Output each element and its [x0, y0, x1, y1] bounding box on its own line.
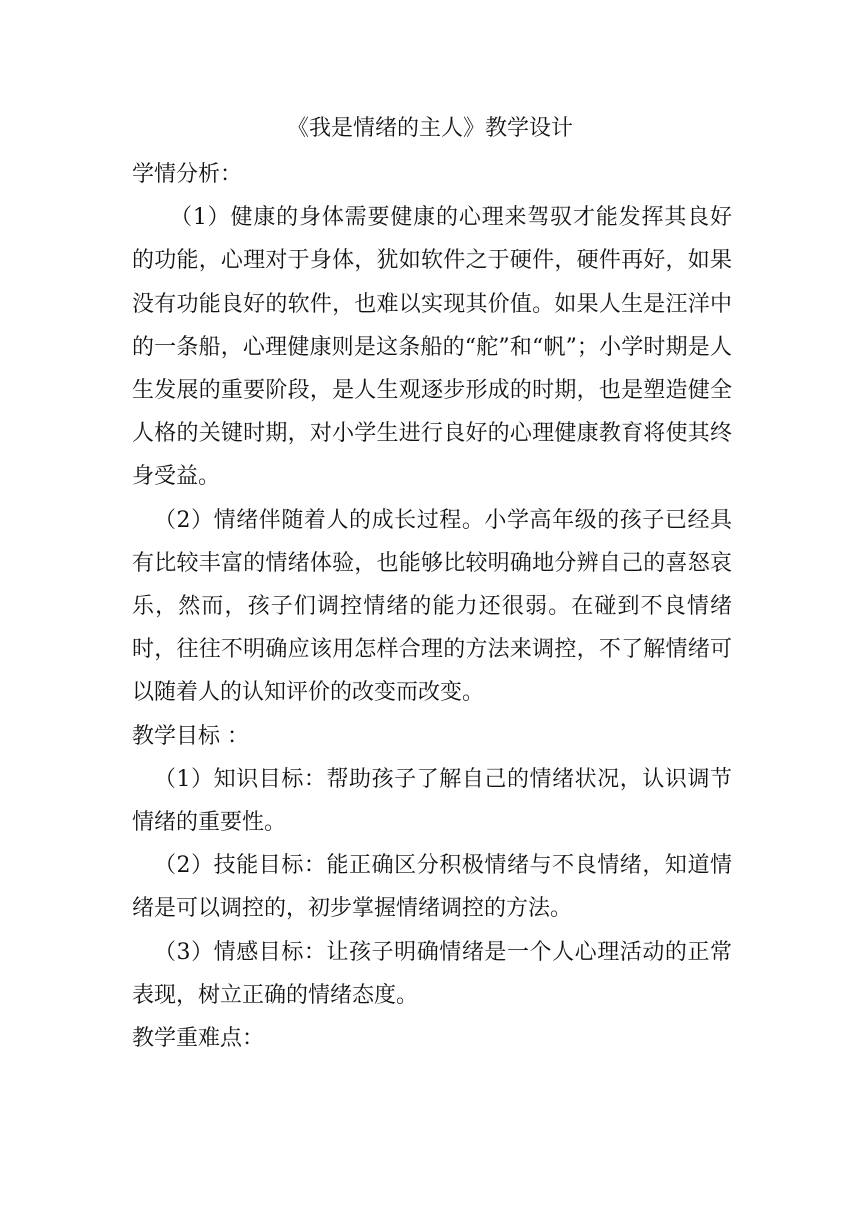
document-body	[132, 153, 732, 1060]
analysis-paragraph-1: （1）健康的身体需要健康的心理来驾驭才能发挥其良好的功能，心理对于身体，犹如软件之于硬件，硬件再好，如果没有功能良好的软件，也难以实现其价值。如果人生是汪洋中的一条船，心理健康则是这条船的“舵”和“帆”；小学时期是人生发展的重要阶段，是人生观逐步形成的时期，也是塑造健全人格的关键时期，对小学生进行良好的心理健康教育将使其终身受益。	[132, 205, 732, 490]
section-heading-objectives: 教学目标 ：	[132, 723, 249, 749]
document-title: 《我是情绪的主人》教学设计	[286, 116, 573, 141]
section-heading-key-points: 教学重难点：	[132, 1026, 265, 1052]
objective-skill: （2）技能目标：能正确区分积极情绪与不良情绪，知道情绪是可以调控的，初步掌握情绪调控的方法。	[132, 853, 732, 922]
objective-emotion: （3）情感目标：让孩子明确情绪是一个人心理活动的正常表现，树立正确的情绪态度。	[132, 939, 732, 1008]
analysis-paragraph-2: （2）情绪伴随着人的成长过程。小学高年级的孩子已经具有比较丰富的情绪体验，也能够比较明确地分辨自己的喜怒哀乐，然而，孩子们调控情绪的能力还很弱。在碰到不良情绪时，往往不明确应该用怎样合理的方法来调控，不了解情绪可以随着人的认知评价的改变而改变。	[132, 507, 732, 706]
section-heading-analysis: 学情分析：	[132, 162, 243, 187]
objective-knowledge: （1）知识目标：帮助孩子了解自己的情绪状况，认识调节情绪的重要性。	[132, 766, 732, 836]
